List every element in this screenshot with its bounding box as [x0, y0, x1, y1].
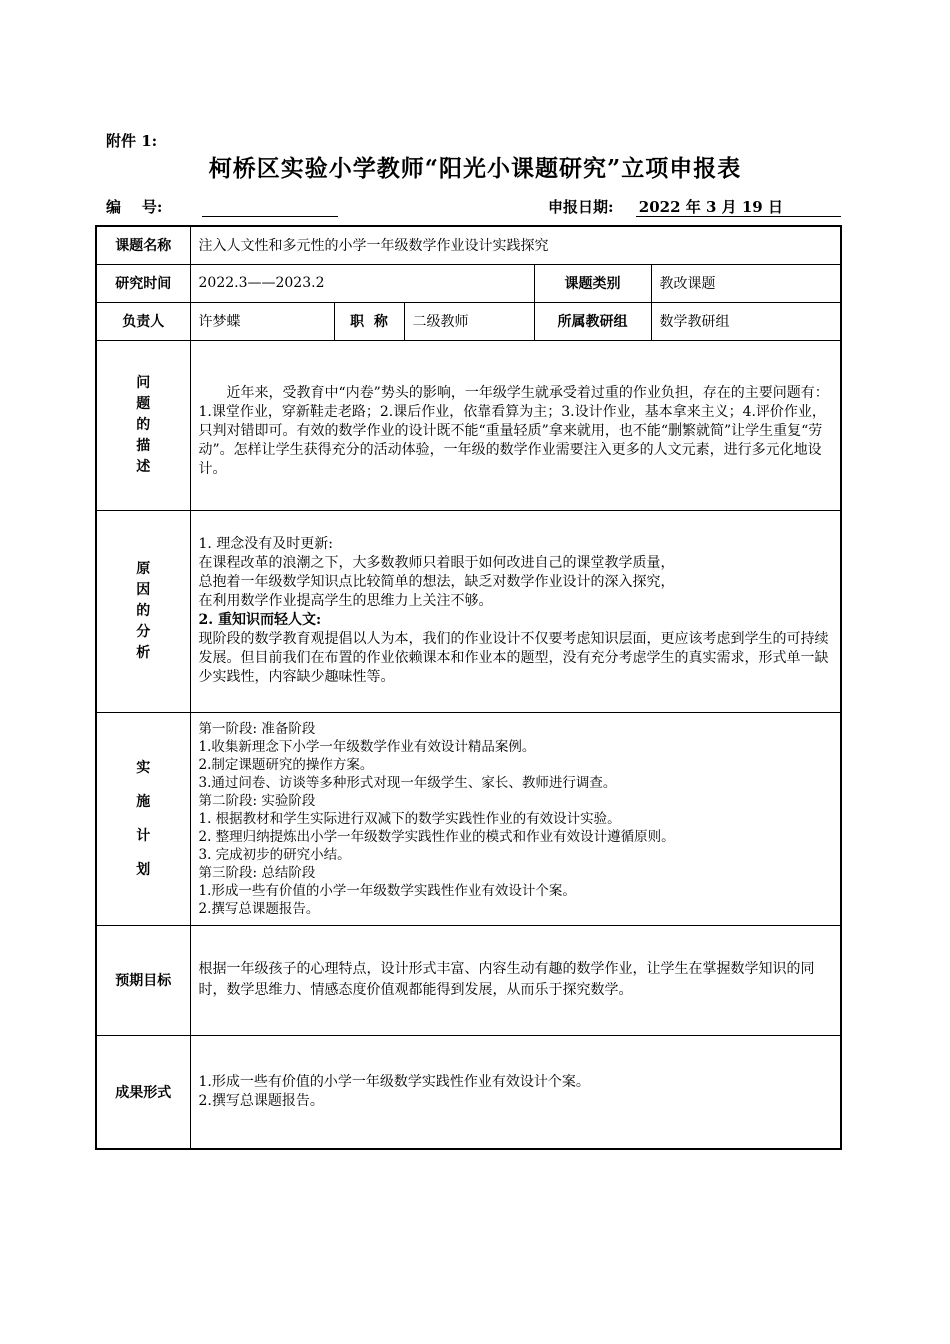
problem-label — [96, 340, 190, 510]
problem-label-char: 问 — [136, 374, 151, 391]
row-result — [96, 1035, 841, 1149]
plan-label-char: 实 — [136, 759, 151, 776]
plan-line: 第三阶段: 总结阶段 — [198, 864, 316, 881]
problem-label-char: 题 — [136, 395, 151, 412]
goal-text: 根据一年级孩子的心理特点，设计形式丰富、内容生动有趣的数学作业，让学生在掌握数学知识的同时，数学思维力、情感态度价值观都能得到发展，从而乐于探究数学。 — [190, 925, 841, 1035]
cause-label-char: 析 — [136, 644, 151, 661]
cause-label-char: 的 — [136, 602, 151, 619]
person-value: 许梦蝶 — [190, 302, 334, 340]
number-label: 编 号: — [106, 198, 163, 216]
problem-label-char: 描 — [136, 437, 151, 454]
date-underline — [636, 216, 841, 217]
problem-text: 近年来，受教育中“内卷”势头的影响，一年级学生就承受着过重的作业负担，存在的主要问题有：1.课堂作业，穿新鞋走老路；2.课后作业，依靠看算为主；3.设计作业，基本拿来主义；4.评价作业，只判对错即可。有效的数学作业的设计既不能“重量轻质”拿来就用，也不能“删繁就简”让学生重复“劳动”。怎样让学生获得充分的活动体验，一年级的数学作业需要注入更多的人文元素，进行多元化地设计。 — [198, 384, 829, 477]
cause-label-char: 分 — [136, 623, 151, 640]
result-label: 成果形式 — [96, 1035, 190, 1149]
result-line: 1.形成一些有价值的小学一年级数学实践性作业有效设计个案。 — [198, 1073, 590, 1090]
row-plan — [96, 712, 841, 925]
type-value: 教改课题 — [651, 264, 841, 302]
attachment-label: 附件 1: — [106, 132, 158, 150]
page-title: 柯桥区实验小学教师“阳光小课题研究”立项申报表 — [208, 155, 742, 182]
date-value: 2022 年 3 月 19 日 — [638, 198, 783, 216]
topic-value: 注入人文性和多元性的小学一年级数学作业设计实践探究 — [190, 226, 841, 264]
cause-line: 1. 理念没有及时更新: — [198, 536, 334, 552]
number-field — [106, 196, 190, 217]
problem-label-char: 的 — [136, 416, 151, 433]
cause-line: 总抱着一年级数学知识点比较简单的想法，缺乏对数学作业设计的深入探究， — [198, 574, 675, 590]
time-label: 研究时间 — [96, 264, 190, 302]
plan-label-char: 施 — [136, 793, 151, 810]
cause-label-char: 原 — [136, 560, 151, 577]
plan-line: 第一阶段: 准备阶段 — [198, 720, 316, 737]
plan-line: 2.撰写总课题报告。 — [198, 900, 320, 917]
plan-text-cell — [190, 712, 841, 925]
plan-label — [96, 712, 190, 925]
result-text-cell — [190, 1035, 841, 1149]
plan-label-char: 划 — [136, 861, 151, 878]
plan-line: 2. 整理归纳提炼出小学一年级数学实践性作业的模式和作业有效设计遵循原则。 — [198, 828, 675, 845]
row-person — [96, 302, 841, 340]
application-form-table — [95, 225, 842, 1150]
title-label: 职 称 — [334, 302, 404, 340]
cause-line: 在利用数学作业提高学生的思维力上关注不够。 — [198, 593, 493, 609]
date-label: 申报日期: — [548, 198, 614, 216]
topic-label: 课题名称 — [96, 226, 190, 264]
title-value: 二级教师 — [404, 302, 534, 340]
cause-line: 在课程改革的浪潮之下，大多数教师只着眼于如何改进自己的课堂教学质量， — [198, 555, 675, 571]
type-label: 课题类别 — [534, 264, 651, 302]
row-goal — [96, 925, 841, 1035]
plan-line: 3.通过问卷、访谈等多种形式对现一年级学生、家长、教师进行调查。 — [198, 774, 617, 791]
cause-label-char: 因 — [136, 581, 151, 598]
group-value: 数学教研组 — [651, 302, 841, 340]
plan-line: 3. 完成初步的研究小结。 — [198, 846, 351, 863]
date-field — [548, 196, 783, 217]
row-problem — [96, 340, 841, 510]
plan-line: 1. 根据教材和学生实际进行双减下的数学实践性作业的有效设计实验。 — [198, 810, 621, 827]
time-value: 2022.3——2023.2 — [190, 264, 534, 302]
cause-text-cell — [190, 510, 841, 712]
number-underline — [202, 216, 338, 217]
plan-line: 第二阶段: 实验阶段 — [198, 792, 316, 809]
plan-line: 2.制定课题研究的操作方案。 — [198, 756, 374, 773]
row-cause — [96, 510, 841, 712]
cause-line: 现阶段的数学教育观提倡以人为本，我们的作业设计不仅要考虑知识层面，更应该考虑到学生的可持续发展。但目前我们在布置的作业依赖课本和作业本的题型，没有充分考虑学生的真实需求，形式单一缺少实践性，内容缺少趣味性等。 — [198, 631, 829, 685]
result-line: 2.撰写总课题报告。 — [198, 1092, 324, 1109]
problem-label-char: 述 — [136, 458, 151, 475]
problem-text-cell — [190, 340, 841, 510]
row-time — [96, 264, 841, 302]
person-label: 负责人 — [96, 302, 190, 340]
plan-line: 1.收集新理念下小学一年级数学作业有效设计精品案例。 — [198, 738, 536, 755]
group-label: 所属教研组 — [534, 302, 651, 340]
goal-label: 预期目标 — [96, 925, 190, 1035]
plan-label-char: 计 — [136, 827, 151, 844]
plan-line: 1.形成一些有价值的小学一年级数学实践性作业有效设计个案。 — [198, 882, 576, 899]
cause-line: 2. 重知识而轻人文: — [198, 612, 322, 628]
row-topic — [96, 226, 841, 264]
cause-label — [96, 510, 190, 712]
